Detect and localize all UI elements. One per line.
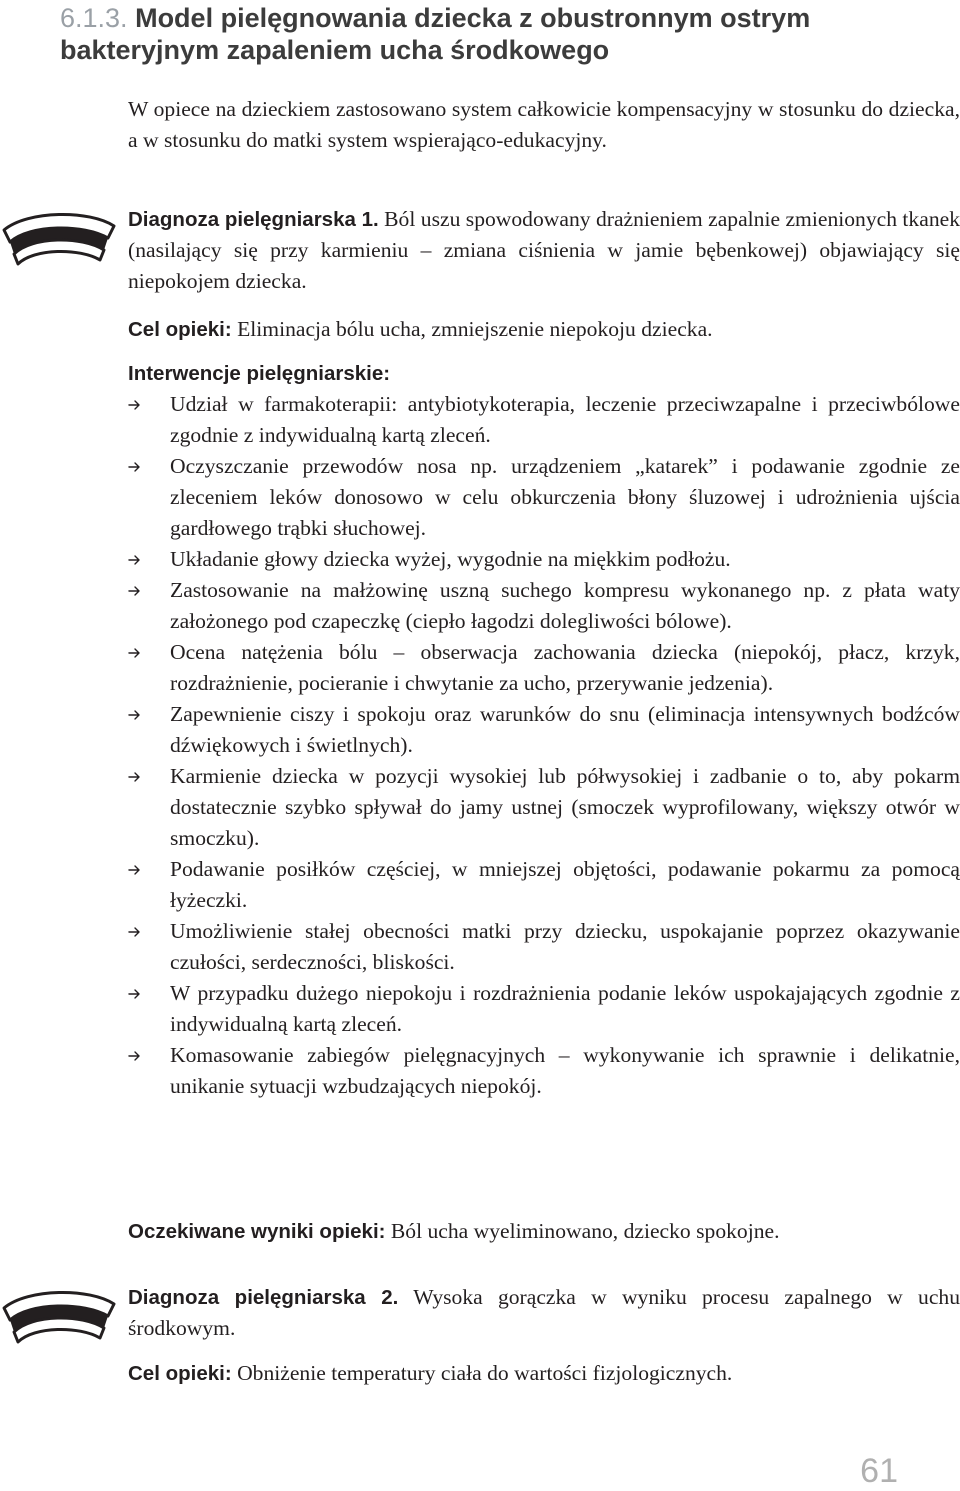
intervention-text: Udział w farmakoterapii: antybiotykoterapia, leczenie przeciwzapalne i przeciwbólowe zgodnie z indywidualną kartą zleceń.: [170, 392, 960, 447]
interventions-label: Interwencje pielęgniarskie:: [128, 362, 391, 385]
intervention-item: [128, 699, 960, 761]
diagnosis-1-label: Diagnoza pielęgniarska 1.: [128, 208, 379, 231]
intervention-text: Oczyszczanie przewodów nosa np. urządzeniem „katarek” i podawanie zgodnie ze zleceniem leków donosowo w celu obkurczenia błony śluzowej i udrożnienia ujścia gardłowego trąbki słuchowej.: [170, 454, 960, 540]
intervention-item: [128, 916, 960, 978]
intervention-item: [128, 575, 960, 637]
arrow-bullet-icon: [128, 646, 142, 660]
intervention-text: W przypadku dużego niepokoju i rozdrażnienia podanie leków uspokajających zgodnie z indywidualną kartą zleceń.: [170, 981, 960, 1036]
arrow-bullet-icon: [128, 770, 142, 784]
arrow-bullet-icon: [128, 584, 142, 598]
intervention-text: Karmienie dziecka w pozycji wysokiej lub półwysokiej i zadbanie o to, aby pokarm dostatecznie szybko spływał do jamy ustnej (smoczek wyprofilowany, większy otwór w smoczku).: [170, 764, 960, 850]
intervention-item: [128, 637, 960, 699]
arrow-bullet-icon: [128, 398, 142, 412]
arrow-bullet-icon: [128, 1049, 142, 1063]
diagnosis-1-text: Ból uszu spowodowany drażnieniem zapalnie zmienionych tkanek (nasilający się przy karmieniu – zmiana ciśnienia w jamie bębenkowej) objawiający się niepokojem dziecka.: [128, 207, 960, 293]
intervention-text: Układanie głowy dziecka wyżej, wygodnie na miękkim podłożu.: [170, 547, 731, 571]
arrow-bullet-icon: [128, 925, 142, 939]
diagnosis-2-label: Diagnoza pielęgniarska 2.: [128, 1286, 399, 1309]
intervention-item: [128, 854, 960, 916]
intervention-text: Komasowanie zabiegów pielęgnacyjnych – wykonywanie ich sprawnie i delikatnie, unikanie sytuacji wzbudzających niepokój.: [170, 1043, 960, 1098]
diagnosis-1-goal: [128, 314, 960, 345]
diagnosis-2-goal-label: Cel opieki:: [128, 1362, 232, 1385]
expected-results-label: Oczekiwane wyniki opieki:: [128, 1220, 386, 1243]
intervention-text: Podawanie posiłków częściej, w mniejszej objętości, podawanie pokarmu za pomocą łyżeczki.: [170, 857, 960, 912]
intervention-text: Umożliwienie stałej obecności matki przy dziecku, uspokajanie poprzez okazywanie czułości, serdeczności, bliskości.: [170, 919, 960, 974]
intervention-text: Zastosowanie na małżowinę uszną suchego kompresu wykonanego np. z płata waty założonego pod czapeczkę (ciepło łagodzi dolegliwości bólowe).: [170, 578, 960, 633]
interventions-list: [128, 389, 960, 1102]
nurse-cap-icon: [0, 1286, 118, 1346]
page-number: 61: [860, 1452, 898, 1490]
intervention-item: [128, 978, 960, 1040]
diagnosis-1-paragraph: [128, 204, 960, 297]
diagnosis-2-goal-text: Obniżenie temperatury ciała do wartości fizjologicznych.: [237, 1361, 733, 1385]
diagnosis-2-goal: [128, 1358, 960, 1389]
section-heading: [60, 2, 940, 66]
arrow-bullet-icon: [128, 553, 142, 567]
diagnosis-2-section: [128, 1282, 960, 1389]
arrow-bullet-icon: [128, 987, 142, 1001]
intervention-item: [128, 389, 960, 451]
arrow-bullet-icon: [128, 460, 142, 474]
diagnosis-1-section: [128, 204, 960, 1102]
diagnosis-1-goal-text: Eliminacja bólu ucha, zmniejszenie niepokoju dziecka.: [237, 317, 713, 341]
arrow-bullet-icon: [128, 863, 142, 877]
intervention-text: Ocena natężenia bólu – obserwacja zachowania dziecka (niepokój, płacz, krzyk, rozdrażnienie, pocieranie i chwytanie za ucho, przerywanie jedzenia).: [170, 640, 960, 695]
expected-results-text: Ból ucha wyeliminowano, dziecko spokojne.: [390, 1219, 780, 1243]
expected-results: [128, 1216, 960, 1247]
interventions-heading: [128, 358, 960, 389]
diagnosis-2-paragraph: [128, 1282, 960, 1344]
intro-paragraph: W opiece na dzieckiem zastosowano system całkowicie kompensacyjny w stosunku do dziecka, a w stosunku do matki system wspierająco-edukacyjny.: [128, 97, 960, 152]
intervention-item: [128, 1040, 960, 1102]
intervention-item: [128, 451, 960, 544]
nurse-cap-icon: [0, 208, 118, 268]
intervention-item: [128, 544, 960, 575]
intervention-text: Zapewnienie ciszy i spokoju oraz warunków do snu (eliminacja intensywnych bodźców dźwiękowych i świetlnych).: [170, 702, 960, 757]
section-number: 6.1.3.: [60, 3, 128, 33]
intervention-item: [128, 761, 960, 854]
arrow-bullet-icon: [128, 708, 142, 722]
diagnosis-1-goal-label: Cel opieki:: [128, 318, 232, 341]
section-title: Model pielęgnowania dziecka z obustronnym ostrym bakteryjnym zapaleniem ucha środkowego: [60, 3, 811, 65]
diagnosis-2-text: Wysoka gorączka w wyniku procesu zapalnego w uchu środkowym.: [128, 1285, 960, 1340]
